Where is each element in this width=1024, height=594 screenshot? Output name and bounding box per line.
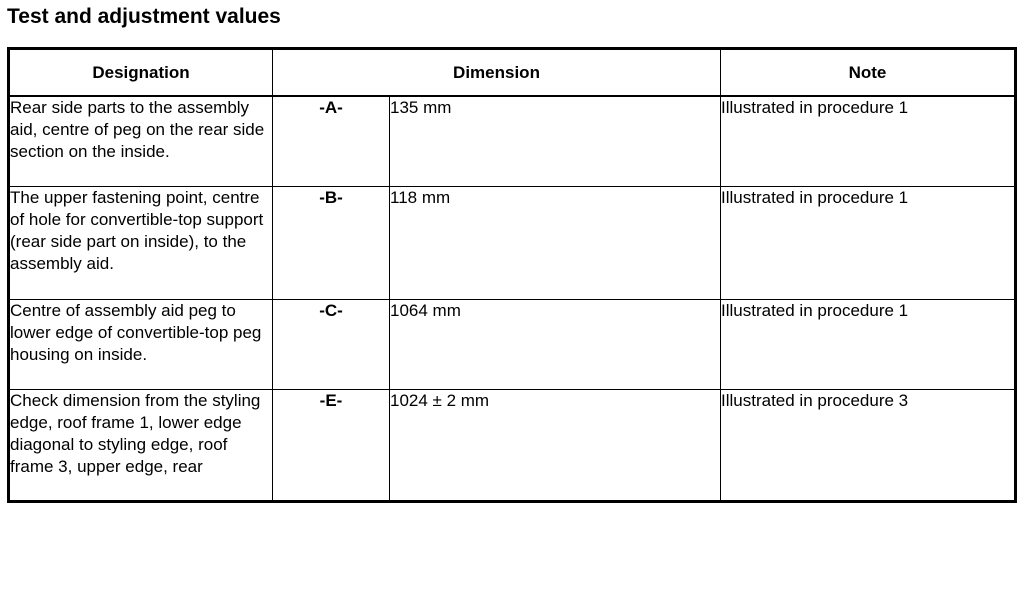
note-cell: Illustrated in procedure 1	[721, 187, 1016, 300]
page-title: Test and adjustment values	[7, 5, 281, 28]
dimension-value: 135 mm	[390, 96, 721, 187]
header-designation: Designation	[9, 49, 273, 97]
designation-cell: Centre of assembly aid peg to lower edge of convertible-top peg housing on inside.	[9, 300, 273, 390]
designation-cell: Rear side parts to the assembly aid, centre of peg on the rear side section on the inside.	[9, 96, 273, 187]
table-row	[9, 187, 1016, 300]
table-row	[9, 300, 1016, 390]
note-cell: Illustrated in procedure 1	[721, 96, 1016, 187]
dimension-value: 118 mm	[390, 187, 721, 300]
header-dimension: Dimension	[273, 49, 721, 97]
designation-cell: The upper fastening point, centre of hole for convertible-top support (rear side part on inside), to the assembly aid.	[9, 187, 273, 300]
note-cell: Illustrated in procedure 3	[721, 390, 1016, 502]
dimension-letter: -B-	[273, 187, 390, 300]
test-adjustment-table	[7, 47, 1017, 503]
table-header-row	[9, 49, 1016, 97]
dimension-letter: -E-	[273, 390, 390, 502]
header-note: Note	[721, 49, 1016, 97]
table-row	[9, 390, 1016, 502]
dimension-value: 1024 ± 2 mm	[390, 390, 721, 502]
dimension-letter: -A-	[273, 96, 390, 187]
dimension-letter: -C-	[273, 300, 390, 390]
note-cell: Illustrated in procedure 1	[721, 300, 1016, 390]
table-row	[9, 96, 1016, 187]
designation-cell: Check dimension from the styling edge, roof frame 1, lower edge diagonal to styling edge, roof frame 3, upper edge, rear	[9, 390, 273, 502]
dimension-value: 1064 mm	[390, 300, 721, 390]
